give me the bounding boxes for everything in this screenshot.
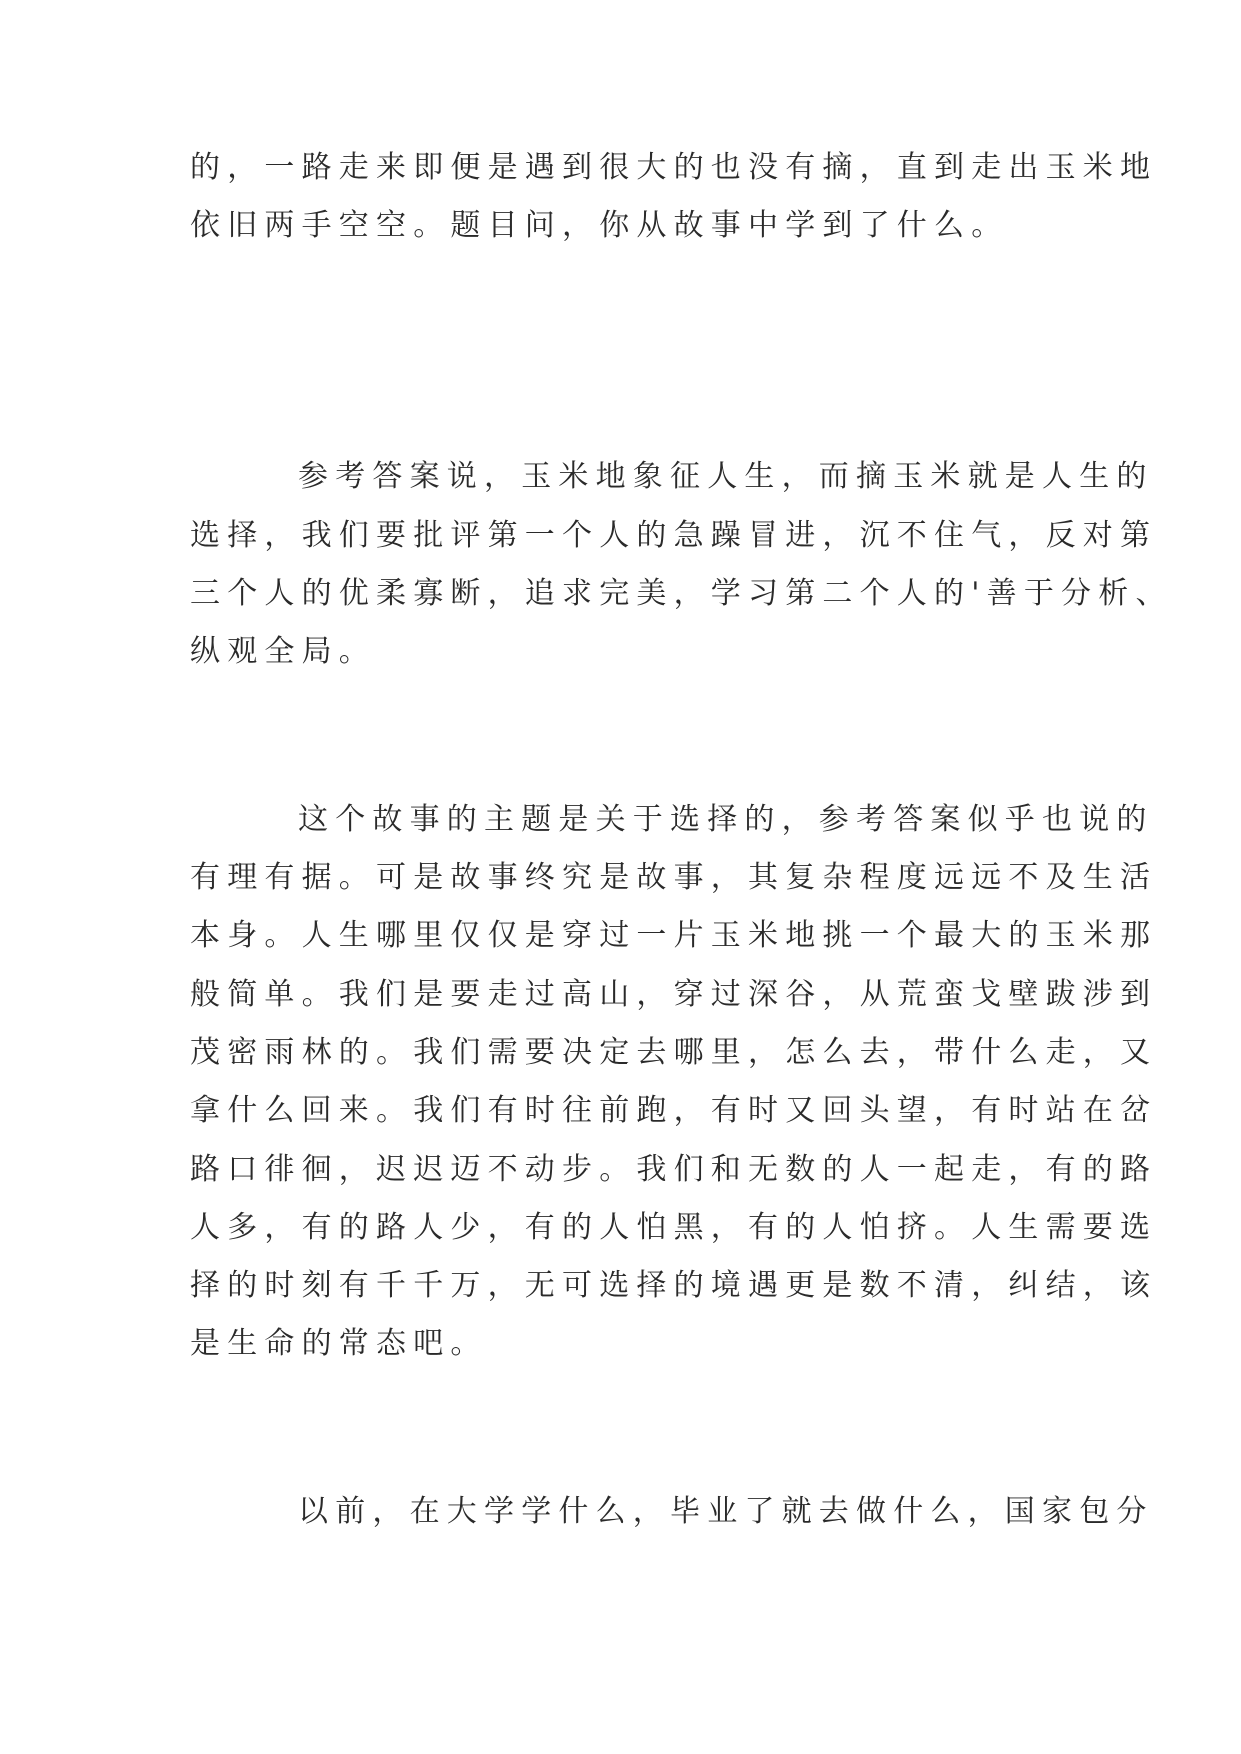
paragraph-2-line-1: 参考答案说，玉米地象征人生，而摘玉米就是人生的 [298, 459, 1154, 494]
paragraph-3-line-8: 人多，有的路人少，有的人怕黑，有的人怕挤。人生需要选 [190, 1210, 1158, 1245]
paragraph-2-line-4: 纵观全局。 [190, 634, 376, 669]
paragraph-3-line-2: 有理有据。可是故事终究是故事，其复杂程度远远不及生活 [190, 860, 1158, 895]
paragraph-3-line-5: 茂密雨林的。我们需要决定去哪里，怎么去，带什么走，又 [190, 1035, 1158, 1070]
paragraph-2-line-3: 三个人的优柔寡断，追求完美，学习第二个人的'善于分析、 [190, 576, 1173, 611]
paragraph-1-line-2: 依旧两手空空。题目问，你从故事中学到了什么。 [190, 208, 1009, 243]
paragraph-2-line-2: 选择，我们要批评第一个人的急躁冒进，沉不住气，反对第 [190, 518, 1158, 553]
paragraph-3-line-7: 路口徘徊，迟迟迈不动步。我们和无数的人一起走，有的路 [190, 1152, 1158, 1187]
paragraph-3-line-9: 择的时刻有千千万，无可选择的境遇更是数不清，纠结，该 [190, 1268, 1158, 1303]
paragraph-4-line-1: 以前，在大学学什么，毕业了就去做什么，国家包分 [298, 1494, 1154, 1529]
paragraph-3-line-3: 本身。人生哪里仅仅是穿过一片玉米地挑一个最大的玉米那 [190, 918, 1158, 953]
paragraph-3-line-4: 般简单。我们是要走过高山，穿过深谷，从荒蛮戈壁跋涉到 [190, 977, 1158, 1012]
paragraph-3-line-1: 这个故事的主题是关于选择的，参考答案似乎也说的 [298, 802, 1154, 837]
paragraph-3-line-10: 是生命的常态吧。 [190, 1326, 488, 1361]
paragraph-1-line-1: 的，一路走来即便是遇到很大的也没有摘，直到走出玉米地 [190, 150, 1158, 185]
paragraph-3-line-6: 拿什么回来。我们有时往前跑，有时又回头望，有时站在岔 [190, 1093, 1158, 1128]
